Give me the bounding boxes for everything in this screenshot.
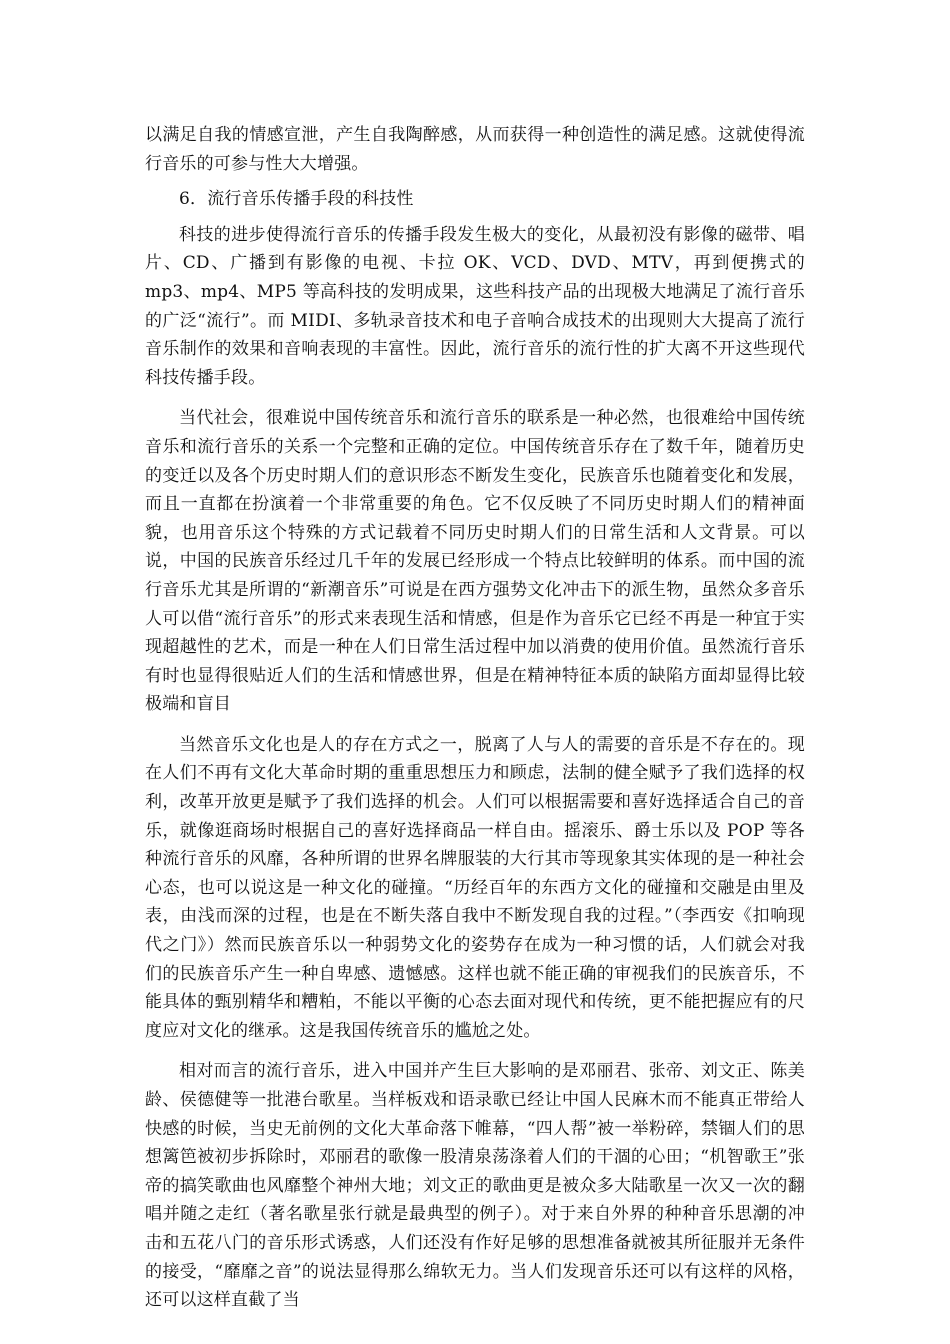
paragraph-technology: 科技的进步使得流行音乐的传播手段发生极大的变化，从最初没有影像的磁带、唱片、CD、广播到有影像的电视、卡拉 OK、VCD、DVD、MTV，再到便携式的 mp3、mp4、MP5 等高科技的发明成果，这些科技产品的出现极大地满足了流行音乐的广泛“流行”。而 MIDI、多轨录音技术和电子音响合成技术的出现则大大提高了流行音乐制作的效果和音响表现的丰富性。因此，流行音乐的流行性的扩大离不开这些现代科技传播手段。 <box>145 224 805 388</box>
paragraph-music-culture: 当然音乐文化也是人的存在方式之一，脱离了人与人的需要的音乐是不存在的。现在人们不再有文化大革命时期的重重思想压力和顾虑，法制的健全赋予了我们选择的权利，改革开放更是赋予了我们选择的机会。人们可以根据需要和喜好选择适合自己的音乐，就像逛商场时根据自己的喜好选择商品一样自由。摇滚乐、爵士乐以及 POP 等各种流行音乐的风靡，各种所谓的世界名牌服装的大行其市等现象其实体现的是一种社会心态，也可以说这是一种文化的碰撞。“历经百年的东西方文化的碰撞和交融是由里及表，由浅而深的过程，也是在不断失落自我中不断发现自我的过程。”（李西安《扣响现代之门》）然而民族音乐以一种弱势文化的姿势存在成为一种习惯的话，人们就会对我们的民族音乐产生一种自卑感、遗憾感。这样也就不能正确的审视我们的民族音乐，不能具体的甄别精华和糟粕，不能以平衡的心态去面对现代和传统，更不能把握应有的尺度应对文化的继承。这是我国传统音乐的尴尬之处。 <box>145 734 805 1041</box>
paragraph-pop-music: 相对而言的流行音乐，进入中国并产生巨大影响的是邓丽君、张帝、刘文正、陈美龄、侯德健等一批港台歌星。当样板戏和语录歌已经让中国人民麻木而不能真正带给人快感的时候，当史无前例的文化大革命落下帷幕，“四人帮”被一举粉碎，禁锢人们的思想篱笆被初步拆除时，邓丽君的歌像一股清泉荡涤着人们的干涸的心田；“机智歌王”张帝的搞笑歌曲也风靡整个神州大地；刘文正的歌曲更是被众多大陆歌星一次又一次的翻唱并随之走红（著名歌星张行就是最典型的例子）。对于来自外界的种种音乐思潮的冲击和五花八门的音乐形式诱惑，人们还没有作好足够的思想准备就被其所征服并无条件的接受，“靡靡之音”的说法显得那么绵软无力。当人们发现音乐还可以有这样的风格，还可以这样直截了当 <box>145 1061 805 1311</box>
document-page <box>145 121 805 1315</box>
section-heading: 6．流行音乐传播手段的科技性 <box>179 189 414 210</box>
paragraph-continuation: 以满足自我的情感宣泄，产生自我陶醉感，从而获得一种创造性的满足感。这就使得流行音乐的可参与性大大增强。 <box>145 125 805 174</box>
paragraph-contemporary-society: 当代社会，很难说中国传统音乐和流行音乐的联系是一种必然，也很难给中国传统音乐和流行音乐的关系一个完整和正确的定位。中国传统音乐存在了数千年，随着历史的变迁以及各个历史时期人们的意识形态不断发生变化，民族音乐也随着变化和发展，而且一直都在扮演着一个非常重要的角色。它不仅反映了不同历史时期人们的精神面貌，也用音乐这个特殊的方式记载着不同历史时期人们的日常生活和人文背景。可以说，中国的民族音乐经过几千年的发展已经形成一个特点比较鲜明的体系。而中国的流行音乐尤其是所谓的“新潮音乐”可说是在西方强势文化冲击下的派生物，虽然众多音乐人可以借“流行音乐”的形式来表现生活和情感，但是作为音乐它已经不再是一种宜于实现超越性的艺术，而是一种在人们日常生活过程中加以消费的使用价值。虽然流行音乐有时也显得很贴近人们的生活和情感世界，但是在精神特征本质的缺陷方面却显得比较极端和盲目 <box>145 408 805 715</box>
